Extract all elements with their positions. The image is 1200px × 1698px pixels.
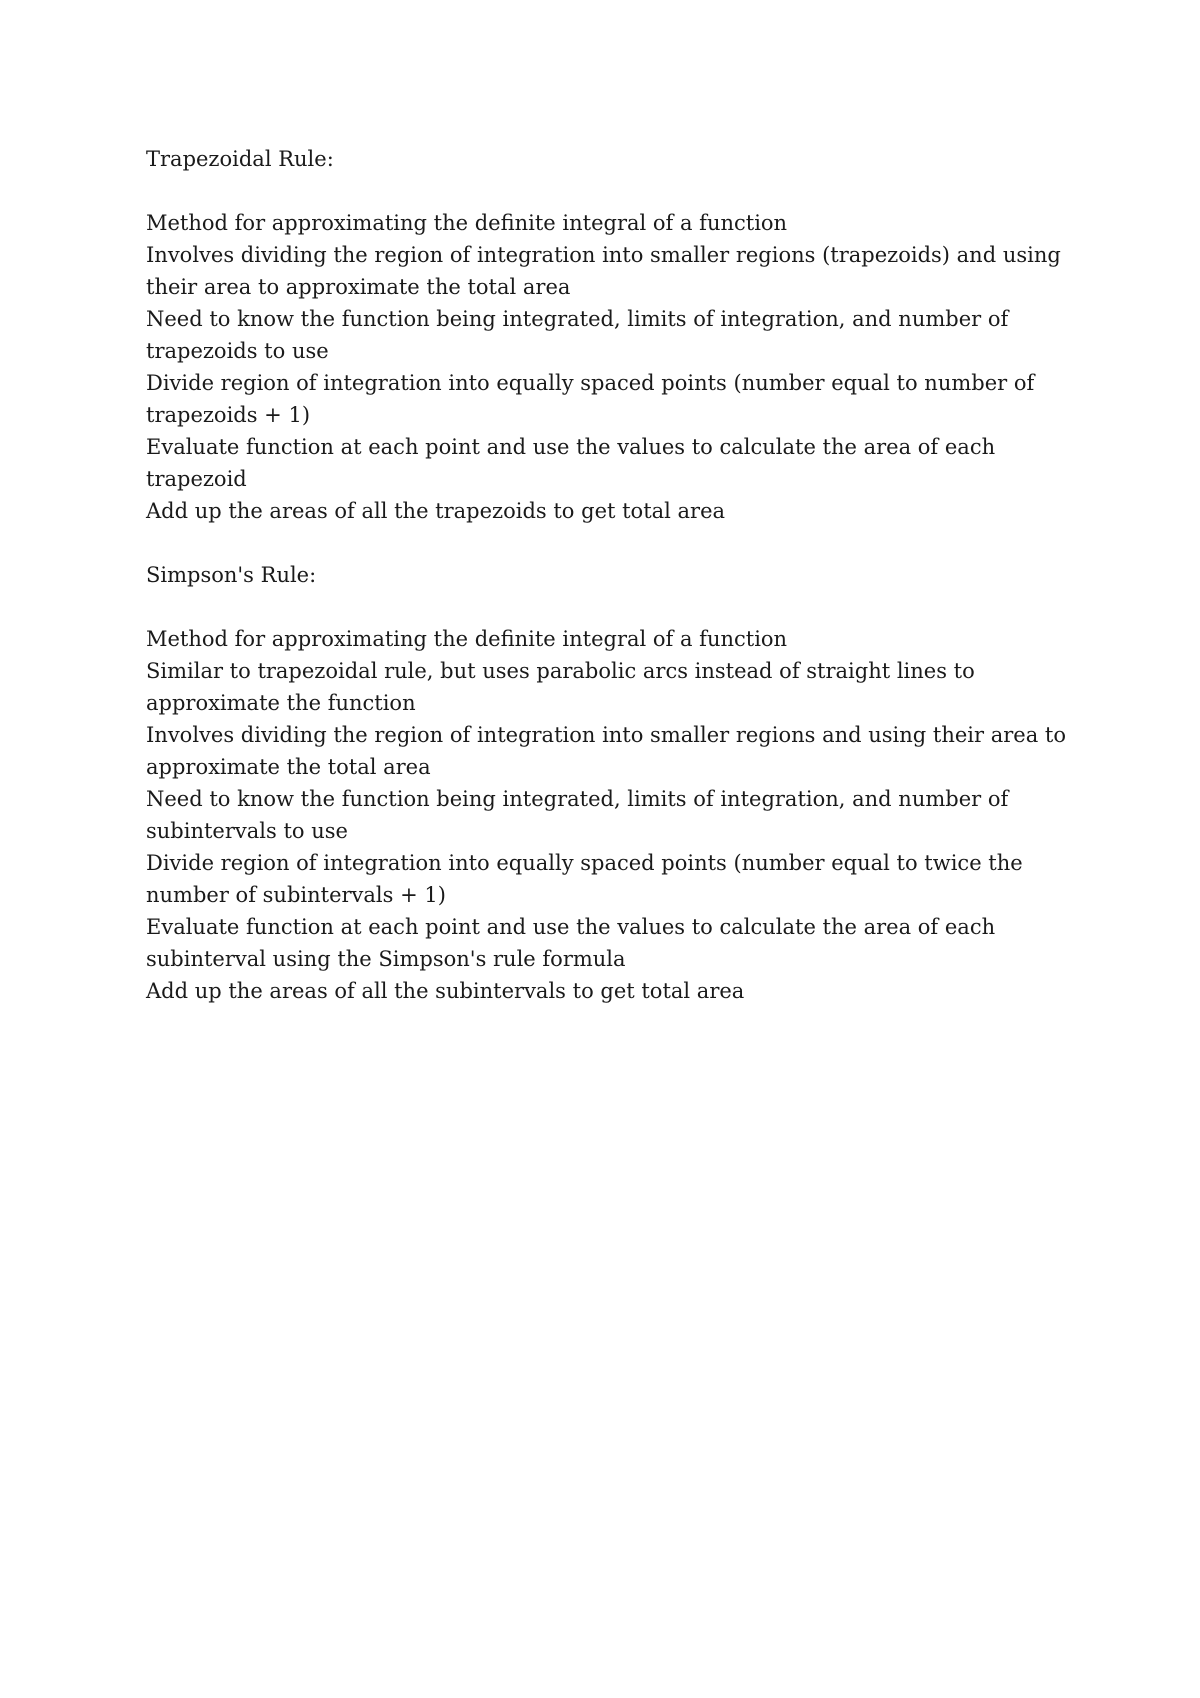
text-line: Involves dividing the region of integration into smaller regions and using their area to approximate the total area: [146, 723, 1067, 779]
trapezoidal-rule-lines: [146, 207, 1066, 527]
text-line: Method for approximating the definite integral of a function: [146, 211, 788, 235]
text-line: Similar to trapezoidal rule, but uses parabolic arcs instead of straight lines to approximate the function: [146, 659, 975, 715]
document-body: [146, 143, 1066, 1007]
section-title: Trapezoidal Rule:: [146, 147, 334, 171]
text-line: Need to know the function being integrated, limits of integration, and number of subintervals to use: [146, 787, 1009, 843]
spacer: [146, 591, 1066, 623]
text-line: Method for approximating the definite integral of a function: [146, 627, 788, 651]
text-line: Evaluate function at each point and use the values to calculate the area of each subinterval using the Simpson's rule formula: [146, 915, 996, 971]
text-line: Add up the areas of all the trapezoids to get total area: [146, 499, 726, 523]
simpsons-rule-lines: [146, 623, 1066, 1007]
spacer: [146, 175, 1066, 207]
text-line: Add up the areas of all the subintervals to get total area: [146, 979, 745, 1003]
trapezoidal-rule-section: [146, 143, 1066, 527]
text-line: Involves dividing the region of integration into smaller regions (trapezoids) and using their area to approximate the total area: [146, 243, 1061, 299]
text-line: Evaluate function at each point and use the values to calculate the area of each trapezoid: [146, 435, 996, 491]
text-line: Need to know the function being integrated, limits of integration, and number of trapezoids to use: [146, 307, 1009, 363]
spacer: [146, 527, 1066, 559]
simpsons-rule-section: [146, 559, 1066, 1007]
section-title: Simpson's Rule:: [146, 563, 317, 587]
text-line: Divide region of integration into equally spaced points (number equal to number of trapezoids + 1): [146, 371, 1035, 427]
text-line: Divide region of integration into equally spaced points (number equal to twice the number of subintervals + 1): [146, 851, 1023, 907]
